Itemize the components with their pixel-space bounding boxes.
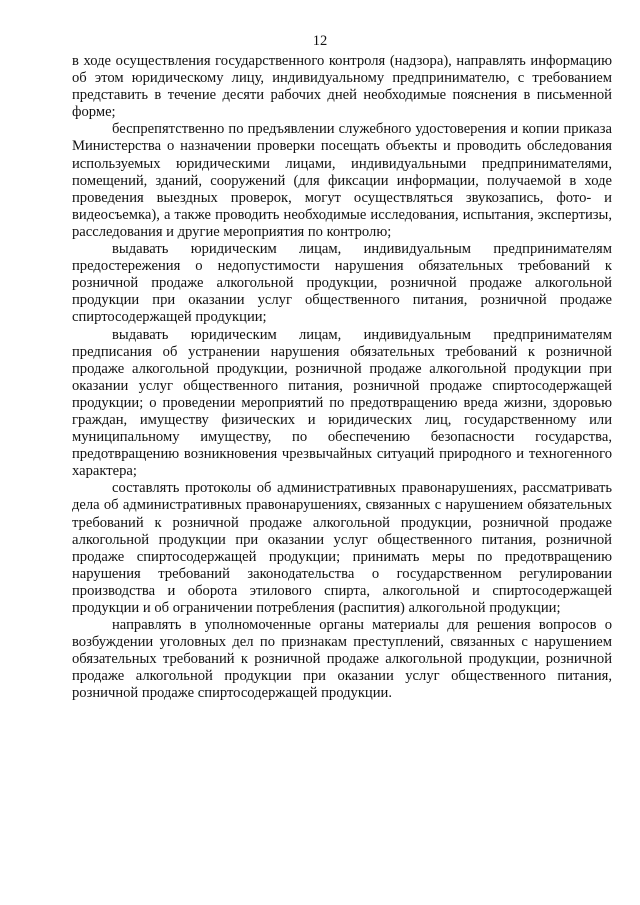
paragraph-inspection-access: беспрепятственно по предъявлении служебного удостоверения и копии приказа Министерства о назначении проверки посещать объекты и проводить обследования используемых юридическими лицами, индивидуальными предпринимателями, помещений, зданий, сооружений (для фиксации информации, получаемой в ходе проведения выездных проверок, могут осуществляться звукозапись, фото- и видеосъемка), а также проводить необходимые исследования, испытания, экспертизы, расследования и другие мероприятия по контролю; <box>72 121 612 240</box>
paragraph-orders: выдавать юридическим лицам, индивидуальным предпринимателям предписания об устранении нарушения обязательных требований к розничной продаже алкогольной продукции, розничной продаже алкогольной продукции при оказании услуг общественного питания, розничной продаже спиртосодержащей продукции; о проведении мероприятий по предотвращению вреда жизни, здоровью граждан, имуществу физических и юридических лиц, государственному или муниципальному имуществу, по обеспечению безопасности государства, предотвращению возникновения чрезвычайных ситуаций природного и техногенного характера; <box>72 326 612 480</box>
paragraph-referrals: направлять в уполномоченные органы материалы для решения вопросов о возбуждении уголовных дел по признакам преступлений, связанных с нарушением обязательных требований к розничной продаже алкогольной продукции, розничной продаже алкогольной продукции при оказании услуг общественного питания, розничной продаже спиртосодержащей продукции. <box>72 617 612 702</box>
paragraph-warnings: выдавать юридическим лицам, индивидуальным предпринимателям предостережения о недопустимости нарушения обязательных требований к розничной продаже алкогольной продукции, розничной продаже алкогольной продукции при оказании услуг общественного питания, розничной продаже спиртосодержащей продукции; <box>72 241 612 326</box>
paragraph-protocols: составлять протоколы об административных правонарушениях, рассматривать дела об административных правонарушениях, связанных с нарушением обязательных требований к розничной продаже алкогольной продукции, розничной продаже алкогольной продукции при оказании услуг общественного питания, розничной продаже спиртосодержащей продукции; принимать меры по предотвращению нарушения требований законодательства о государственном регулировании производства и оборота этилового спирта, алкогольной и спиртосодержащей продукции и об ограничении потребления (распития) алкогольной продукции; <box>72 480 612 616</box>
paragraph-continuation: в ходе осуществления государственного контроля (надзора), направлять информацию об этом юридическому лицу, индивидуальному предпринимателю, с требованием представить в течение десяти рабочих дней необходимые пояснения в письменной форме; <box>72 53 612 121</box>
document-body <box>72 53 612 703</box>
page-number: 12 <box>312 33 328 49</box>
